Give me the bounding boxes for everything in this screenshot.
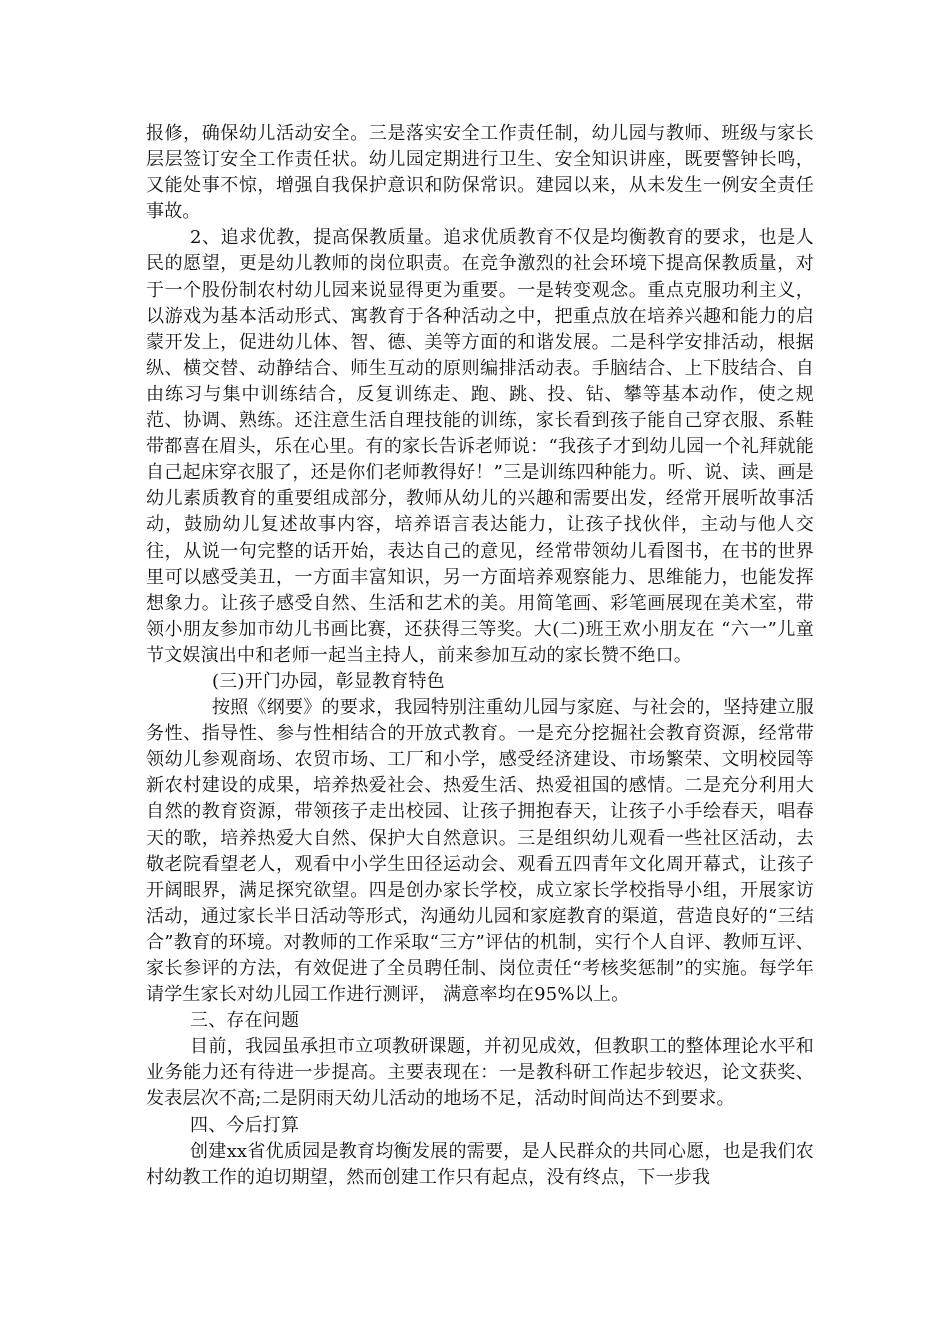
heading-future-plans: 四、今后打算 xyxy=(190,1114,300,1136)
paragraph-existing-problems: 目前，我园虽承担市立项教研课题，并初见成效，但教职工的整体理论水平和业务能力还有待进一步提高。主要表现在：一是教科研工作起步较迟，论文获奖、发表层次不高;二是阴雨天幼儿活动的地场不足，活动时间尚达不到要求。 xyxy=(146,1036,814,1110)
paragraph-future-plans: 创建xx省优质园是教育均衡发展的需要，是人民群众的共同心愿，也是我们农村幼教工作的迫切期望，然而创建工作只有起点，没有终点，下一步我 xyxy=(146,1140,814,1188)
paragraph-teaching-quality: 2、追求优教，提高保教质量。追求优质教育不仅是均衡教育的要求，也是人民的愿望，更是幼儿教师的岗位职责。在竞争激烈的社会环境下提高保教质量，对于一个股份制农村幼儿园来说显得更为重要。一是转变观念。重点克服功利主义，以游戏为基本活动形式、寓教育于各种活动之中，把重点放在培养兴趣和能力的启蒙开发上，促进幼儿体、智、德、美等方面的和谐发展。二是科学安排活动，根据纵、横交替、动静结合、师生互动的原则编排活动表。手脑结合、上下肢结合、自由练习与集中训练结合，反复训练走、跑、跳、投、钻、攀等基本动作，使之规范、协调、熟练。还注意生活自理技能的训练，家长看到孩子能自己穿衣服、系鞋带都喜在眉头，乐在心里。有的家长告诉老师说：“我孩子才到幼儿园一个礼拜就能自己起床穿衣服了，还是你们老师教得好！”三是训练四种能力。听、说、读、画是幼儿素质教育的重要组成部分，教师从幼儿的兴趣和需要出发，经常开展听故事活动，鼓励幼儿复述故事内容，培养语言表达能力，让孩子找伙伴，主动与他人交往，从说一句完整的话开始，表达自己的意见，经常带领幼儿看图书，在书的世界里可以感受美丑，一方面丰富知识，另一方面培养观察能力、思维能力，也能发挥想象力。让孩子感受自然、生活和艺术的美。用简笔画、彩笔画展现在美术室，带领小朋友参加市幼儿书画比赛，还获得三等奖。大(二)班王欢小朋友在 “六一”儿童节文娱演出中和老师一起当主持人，前来参加互动的家长赞不绝口。 xyxy=(146,227,814,666)
paragraph-open-school: 按照《纲要》的要求，我园特别注重幼儿园与家庭、与社会的，坚持建立服务性、指导性、参与性相结合的开放式教育。一是充分挖掘社会教育资源，经常带领幼儿参观商场、农贸市场、工厂和小学，感受经济建设、市场繁荣、文明校园等新农村建设的成果，培养热爱社会、热爱生活、热爱祖国的感情。二是充分利用大自然的教育资源，带领孩子走出校园、让孩子拥抱春天，让孩子小手绘春天，唱春天的歌，培养热爱大自然、保护大自然意识。三是组织幼儿观看一些社区活动，去敬老院看望老人，观看中小学生田径运动会、观看五四青年文化周开幕式，让孩子开阔眼界，满足探究欲望。四是创办家长学校，成立家长学校指导小组，开展家访活动，通过家长半日活动等形式，沟通幼儿园和家庭教育的渠道，营造良好的“三结合”教育的环境。对教师的工作采取“三方”评估的机制，实行个人自评、教师互评、家长参评的方法，有效促进了全员聘任制、岗位责任“考核奖惩制”的实施。每学年请学生家长对幼儿园工作进行测评， 满意率均在95%以上。 xyxy=(146,697,814,1006)
heading-existing-problems: 三、存在问题 xyxy=(190,1010,300,1032)
paragraph-safety-continued: 报修，确保幼儿活动安全。三是落实安全工作责任制，幼儿园与教师、班级与家长层层签订安全工作责任状。幼儿园定期进行卫生、安全知识讲座，既要警钟长鸣，又能处事不惊，增强自我保护意识和防保常识。建园以来，从未发生一例安全责任事故。 xyxy=(146,123,814,223)
heading-open-school: (三)开门办园，彰显教育特色 xyxy=(212,670,445,692)
document-body xyxy=(146,121,814,1191)
